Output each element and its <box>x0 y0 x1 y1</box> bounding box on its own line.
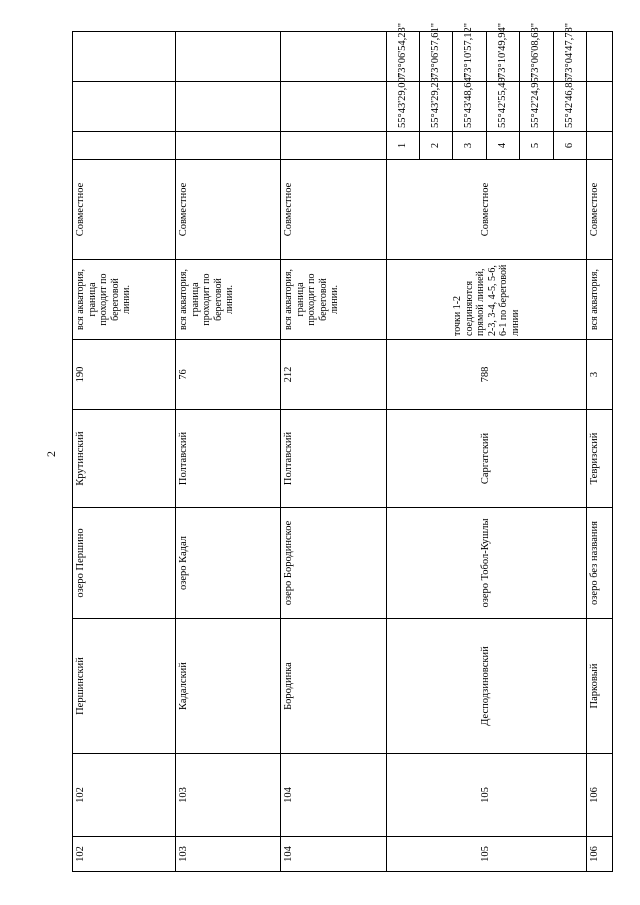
lon-cell <box>176 32 281 82</box>
point-number: 6 <box>554 132 587 160</box>
longitude: 73°10'57,12" <box>453 32 487 82</box>
area-cell: 190 <box>73 340 176 410</box>
key-cell: 106 <box>587 837 613 872</box>
point-cell <box>176 132 281 160</box>
area-cell: 788 <box>387 340 587 410</box>
table-row <box>281 32 387 872</box>
table-row <box>73 32 176 872</box>
boundary-cell: вся акватория, <box>587 260 613 340</box>
lat-cell <box>176 82 281 132</box>
point-number: 4 <box>487 132 520 160</box>
num-cell: 103 <box>176 754 281 837</box>
lat-cell <box>73 82 176 132</box>
num-cell: 106 <box>587 754 613 837</box>
boundary-cell: вся акватория, граница проходит по береговой линии. <box>281 260 387 340</box>
point-cell <box>587 132 613 160</box>
lat-cell <box>587 82 613 132</box>
num-cell: 102 <box>73 754 176 837</box>
district-cell: Крутинский <box>73 410 176 508</box>
num-cell: 105 <box>387 754 587 837</box>
longitude: 73°04'47,78" <box>554 32 587 82</box>
lat-cell <box>281 82 387 132</box>
water-object-cell: озеро Тобол-Кушлы <box>387 508 587 619</box>
latitude: 55°42'46,86" <box>554 82 587 132</box>
longitude: 73°06'57,61" <box>420 32 453 82</box>
key-cell: 103 <box>176 837 281 872</box>
key-cell: 102 <box>73 837 176 872</box>
use-type-cell: Совместное <box>176 160 281 260</box>
lon-cell <box>281 32 387 82</box>
district-cell: Полтавский <box>281 410 387 508</box>
latitude: 55°42'55,49" <box>487 82 520 132</box>
district-cell: Тевризский <box>587 410 613 508</box>
longitude: 73°06'08,63" <box>520 32 554 82</box>
table-row <box>387 32 420 872</box>
key-cell: 105 <box>387 837 587 872</box>
area-cell: 76 <box>176 340 281 410</box>
key-cell: 104 <box>281 837 387 872</box>
use-type-cell: Совместное <box>73 160 176 260</box>
site-name-cell: Кадалский <box>176 619 281 754</box>
district-cell: Полтавский <box>176 410 281 508</box>
use-type-cell: Совместное <box>387 160 587 260</box>
water-object-cell: озеро Бородинское <box>281 508 387 619</box>
boundary-cell: вся акватория, граница проходит по береговой линии. <box>73 260 176 340</box>
table-row <box>176 32 281 872</box>
district-cell: Саргатский <box>387 410 587 508</box>
site-name-cell: Першинский <box>73 619 176 754</box>
longitude: 73°06'54,23" <box>387 32 420 82</box>
longitude: 73°10'49,94" <box>487 32 520 82</box>
water-object-cell: озеро Кадал <box>176 508 281 619</box>
table-row <box>587 32 613 872</box>
point-number: 3 <box>453 132 487 160</box>
latitude: 55°43'29,23" <box>420 82 453 132</box>
fishing-sites-table <box>72 22 613 872</box>
lon-cell <box>587 32 613 82</box>
latitude: 55°43'48,64" <box>453 82 487 132</box>
point-number: 2 <box>420 132 453 160</box>
rotated-sheet <box>72 0 610 872</box>
area-cell: 3 <box>587 340 613 410</box>
latitude: 55°42'24,95" <box>520 82 554 132</box>
site-name-cell: Бородинка <box>281 619 387 754</box>
point-cell <box>73 132 176 160</box>
point-number: 5 <box>520 132 554 160</box>
boundary-cell: точки 1-2 соединяются прямой линией, 2-3, 3-4, 4-5, 5-6, 6-1 по береговой линии <box>387 260 587 340</box>
site-name-cell: Десподзиновский <box>387 619 587 754</box>
site-name-cell: Парковый <box>587 619 613 754</box>
area-cell: 212 <box>281 340 387 410</box>
latitude: 55°43'29,00" <box>387 82 420 132</box>
water-object-cell: озеро Першино <box>73 508 176 619</box>
point-number: 1 <box>387 132 420 160</box>
point-cell <box>281 132 387 160</box>
num-cell: 104 <box>281 754 387 837</box>
water-object-cell: озеро без названия <box>587 508 613 619</box>
use-type-cell: Совместное <box>587 160 613 260</box>
boundary-cell: вся акватория, граница проходит по береговой линии. <box>176 260 281 340</box>
use-type-cell: Совместное <box>281 160 387 260</box>
page-number: 2 <box>44 451 58 457</box>
lon-cell <box>73 32 176 82</box>
